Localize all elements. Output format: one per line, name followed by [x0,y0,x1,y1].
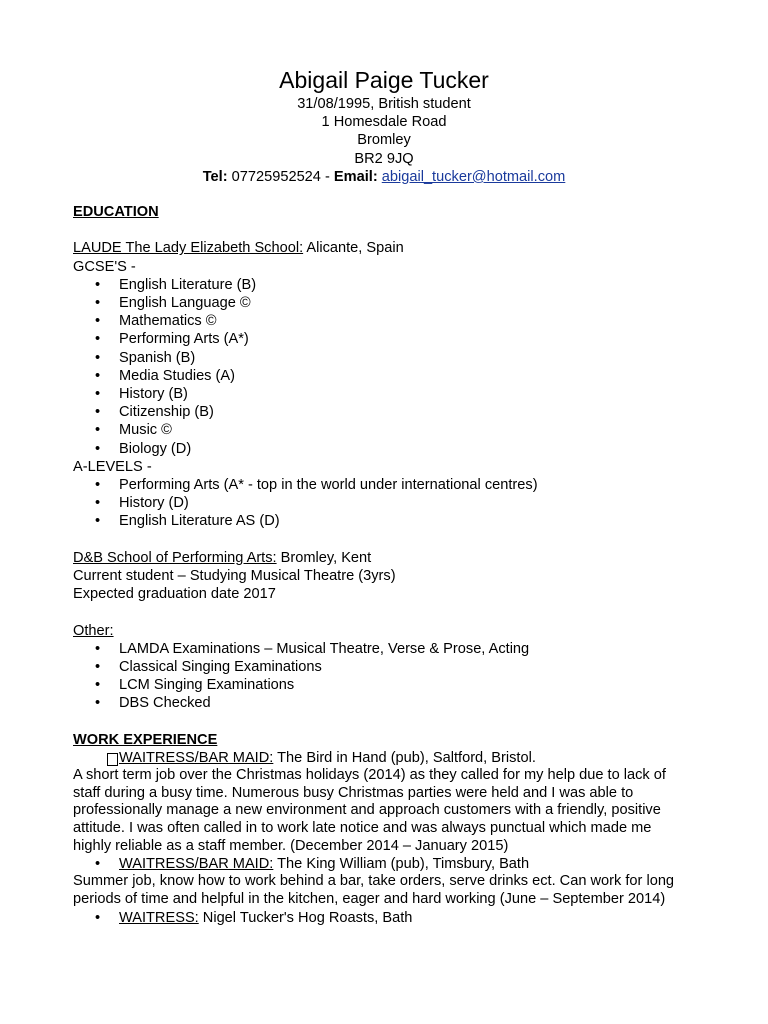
job2-title: WAITRESS/BAR MAID: [119,856,274,873]
list-item: • Performing Arts (A* - top in the world under international centres) [95,477,538,494]
list-item: • Biology (D) [95,440,192,457]
list-item: • Media Studies (A) [95,367,235,384]
bullet-icon: • [95,349,101,366]
work-heading: WORK EXPERIENCE [73,731,218,748]
list-item: • English Language © [95,295,251,311]
job3-place: Nigel Tucker's Hog Roasts, Bath [198,909,413,926]
gcse-label: GCSE'S - [73,258,136,275]
job2-list [73,855,713,873]
list-item: • Mathematics © [95,313,217,330]
school1-location: Alicante, Spain [303,240,404,257]
other-list [73,640,713,713]
job1-list [73,749,713,767]
bullet-icon: • [95,386,101,403]
address-street: 1 Homesdale Road [321,114,447,131]
address-town: Bromley [357,132,411,149]
bullet-icon: • [95,677,101,694]
bullet-icon: • [95,440,101,457]
job3-list [73,909,713,927]
job1-title: WAITRESS/BAR MAID: [119,750,274,767]
job1-description: A short term job over the Christmas holidays (2014) as they called for my help due to lack of staff during a busy time. Numerous busy Christmas parties were held and I was able to professionally manage a new environment and approach customers with a friendly, positive attitude. I was often called in to work late notice and was always punctual which made me highly reliable as a staff member. (December 2014 – January 2015) [73,767,666,854]
list-item [73,749,713,767]
list-item: • History (B) [95,386,188,403]
bullet-icon: • [95,695,101,712]
bullet-icon: • [95,477,101,494]
school2-location: Bromley, Kent [276,549,372,566]
bullet-icon: • [95,495,101,512]
bullet-icon: • [95,422,101,439]
bullet-icon: • [95,909,101,926]
school1-line [73,239,713,257]
alevel-list [73,476,713,531]
email-link[interactable]: abigail_tucker@hotmail.com [381,168,566,185]
job2-place: The King William (pub), Timsbury, Bath [273,856,530,873]
list-item: • LAMDA Examinations – Musical Theatre, Verse & Prose, Acting [95,640,530,657]
school1-name: LAUDE The Lady Elizabeth School: [73,240,304,257]
list-item [73,909,713,927]
job3-title: WAITRESS: [119,909,199,926]
school2-name: D&B School of Performing Arts: [73,549,277,566]
list-item: • English Literature AS (D) [95,513,280,530]
bullet-icon: • [95,276,101,293]
school2-course: Current student – Studying Musical Theatre (3yrs) [73,568,396,585]
cv-header [0,66,768,186]
alevel-label: A-LEVELS - [73,458,152,475]
education-heading: EDUCATION [73,204,159,220]
bullet-icon: • [95,295,101,311]
cv-body [73,203,713,927]
job1-place: The Bird in Hand (pub), Saltford, Bristol. [273,750,536,767]
school2-line [73,549,713,567]
candidate-name: Abigail Paige Tucker [279,67,489,93]
email-label: Email: [333,168,378,185]
tel-number: 07725952524 - [227,168,334,185]
list-item [73,855,713,873]
bullet-icon: • [95,513,101,530]
bullet-icon: • [95,856,101,873]
bullet-icon: • [95,331,101,348]
bullet-icon: • [95,640,101,657]
bullet-icon: • [95,404,101,421]
list-item: • Classical Singing Examinations [95,659,322,676]
checkbox-glyph-icon [107,752,124,770]
bullet-icon: • [95,659,101,676]
gcse-list [73,276,713,458]
school2-graduation: Expected graduation date 2017 [73,586,276,603]
bullet-icon: • [95,367,101,384]
list-item: • Citizenship (B) [95,404,214,421]
bullet-icon: • [95,313,101,330]
list-item: • Music © [95,422,172,439]
tel-label: Tel: [202,168,228,185]
address-postcode: BR2 9JQ [354,150,414,167]
other-label: Other: [73,622,114,639]
job2-description: Summer job, know how to work behind a bar, take orders, serve drinks ect. Can work for long periods of time and helpful in the kitchen, eager and hard working (June – September 2014) [73,873,675,907]
list-item: • Spanish (B) [95,349,196,366]
list-item: • English Literature (B) [95,276,257,293]
list-item: • LCM Singing Examinations [95,677,295,694]
dob-nationality: 31/08/1995, British student [297,96,471,112]
list-item: • Performing Arts (A*) [95,331,249,348]
list-item: • DBS Checked [95,695,211,712]
list-item: • History (D) [95,495,189,512]
contact-line [0,168,768,186]
